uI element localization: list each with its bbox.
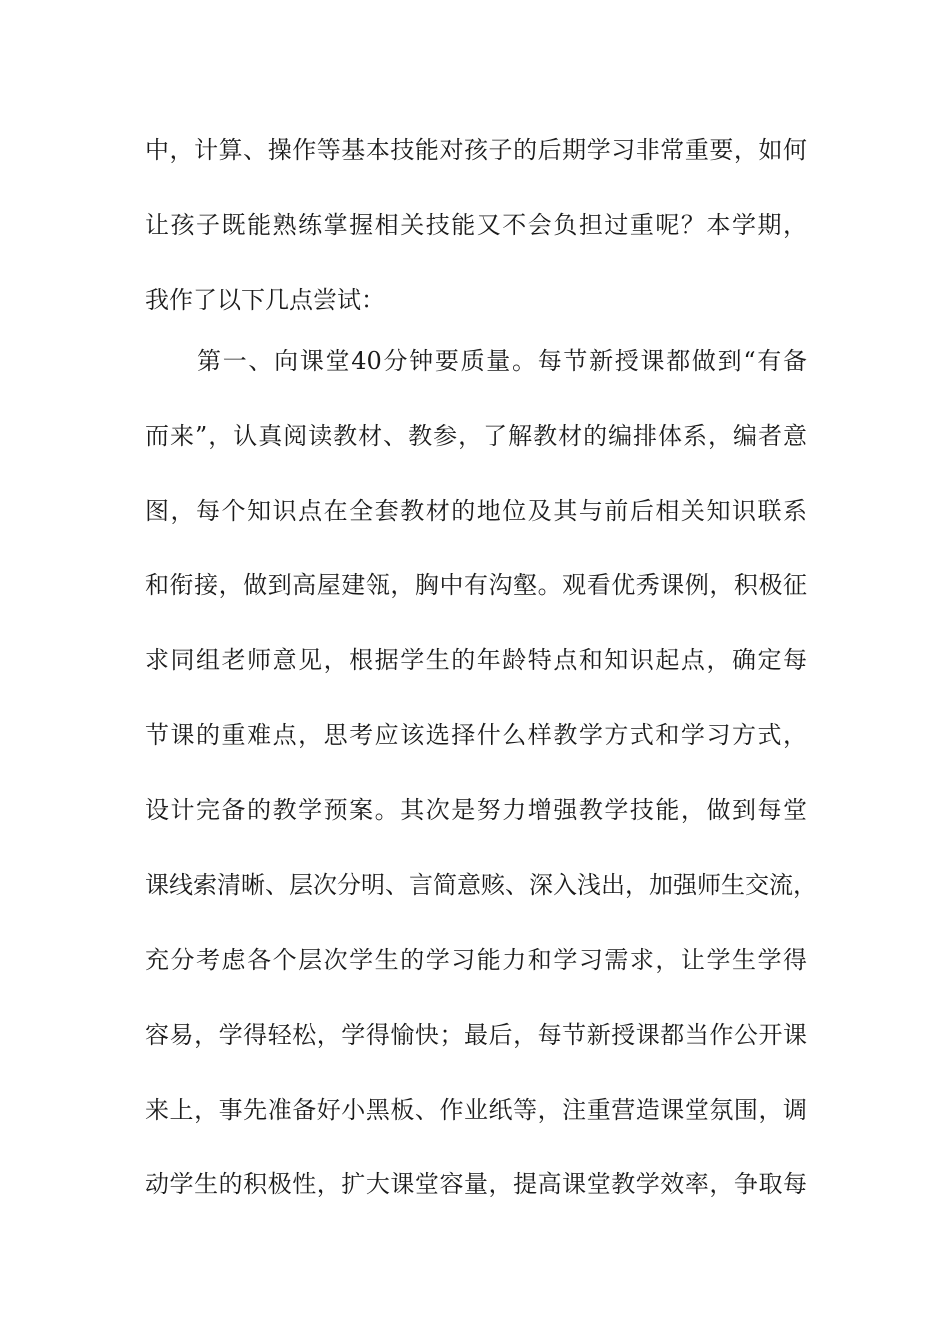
text-line: 图，每个知识点在全套教材的地位及其与前后相关知识联系 <box>145 497 807 525</box>
text-line: 而来”，认真阅读教材、教参，了解教材的编排体系，编者意 <box>145 422 807 450</box>
text-line: 容易，学得轻松，学得愉快；最后，每节新授课都当作公开课 <box>145 1021 807 1049</box>
text-line: 课线索清晰、层次分明、言简意赅、深入浅出，加强师生交流， <box>145 871 817 899</box>
text-line: 动学生的积极性，扩大课堂容量，提高课堂教学效率，争取每 <box>145 1170 807 1198</box>
text-line: 中，计算、操作等基本技能对孩子的后期学习非常重要，如何 <box>145 136 807 164</box>
text-line: 和衔接，做到高屋建瓴，胸中有沟壑。观看优秀课例，积极征 <box>145 571 807 599</box>
text-line: 我作了以下几点尝试： <box>145 286 385 314</box>
paragraph-first-line: 第一、向课堂40分钟要质量。每节新授课都做到“有备 <box>197 347 807 375</box>
text-line: 来上，事先准备好小黑板、作业纸等，注重营造课堂氛围，调 <box>145 1096 807 1124</box>
text-line: 求同组老师意见，根据学生的年龄特点和知识起点，确定每 <box>145 646 807 674</box>
text-line: 设计完备的教学预案。其次是努力增强教学技能，做到每堂 <box>145 796 807 824</box>
text-line: 让孩子既能熟练掌握相关技能又不会负担过重呢？本学期， <box>145 211 807 239</box>
text-line: 节课的重难点，思考应该选择什么样教学方式和学习方式， <box>145 721 807 749</box>
text-line: 充分考虑各个层次学生的学习能力和学习需求，让学生学得 <box>145 946 807 974</box>
